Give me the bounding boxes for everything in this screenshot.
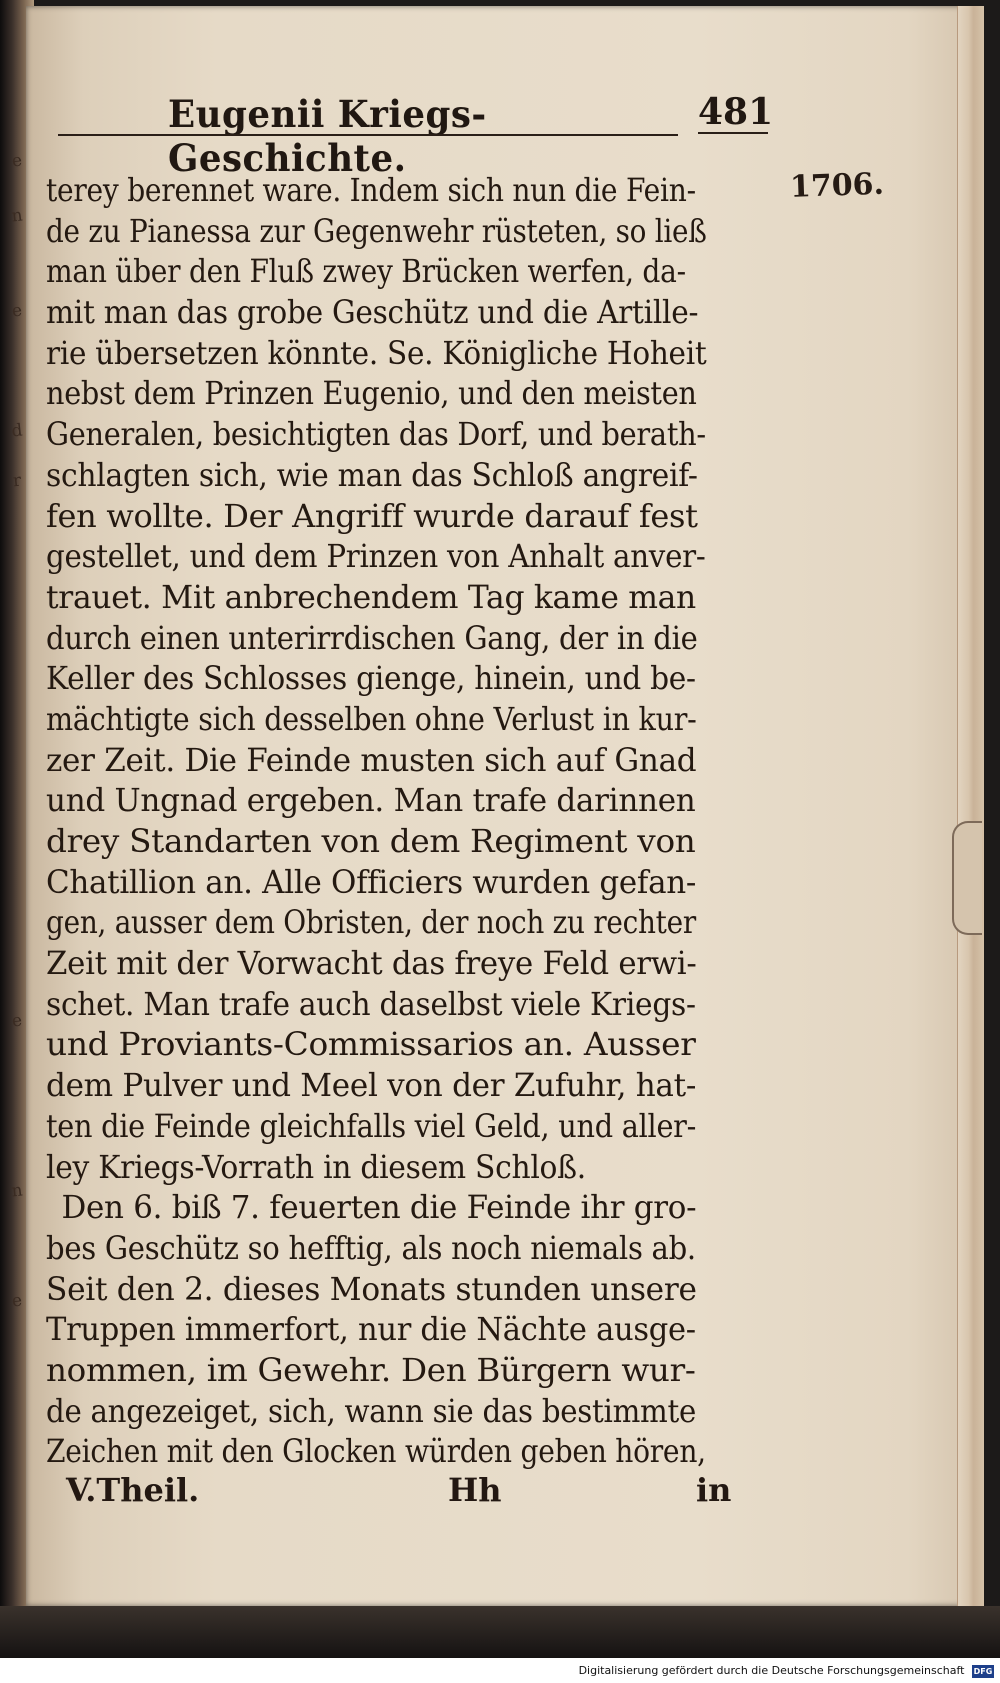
scan-bottom-edge (0, 1606, 1000, 1658)
text-line: fen wollte. Der Angriff wurde darauf fest (46, 496, 698, 535)
page-clip (952, 821, 982, 935)
text-line: nebst dem Prinzen Eugenio, und den meisten (46, 374, 697, 413)
text-line: und Ungnad ergeben. Man trafe darinnen (46, 781, 696, 820)
digitization-credit (0, 1662, 1000, 1680)
margin-year-note: 1706. (789, 166, 885, 205)
text-line: und Proviants-Commissarios an. Ausser (46, 1025, 696, 1064)
head-rule-page-number (698, 132, 768, 134)
page-footer (66, 1468, 746, 1514)
text-line: durch einen unterirrdischen Gang, der in die (46, 618, 698, 657)
page-number: 481 (698, 91, 774, 133)
text-line: dem Pulver und Meel von der Zufuhr, hat- (46, 1066, 697, 1105)
text-line: Generalen, besichtigten das Dorf, und berath- (46, 415, 706, 454)
text-line: de zu Pianessa zur Gegenwehr rüsteten, so ließ (46, 211, 707, 250)
text-line: zer Zeit. Die Feinde musten sich auf Gnad (46, 740, 697, 779)
text-line: nommen, im Gewehr. Den Bürgern wur- (46, 1350, 696, 1389)
running-head-title: Eugenii Kriegs-Geschichte. (168, 92, 487, 180)
text-line: Seit den 2. dieses Monats stunden unsere (46, 1269, 697, 1308)
text-line: bes Geschütz so hefftig, als noch niemals ab. (46, 1228, 696, 1267)
signature-mark: Hh (448, 1471, 502, 1509)
page-fore-edge (957, 6, 984, 1606)
text-line: Zeichen mit den Glocken würden geben hören, (46, 1432, 706, 1471)
credit-text: Digitalisierung gefördert durch die Deutsche Forschungsgemeinschaft (578, 1664, 965, 1677)
text-line: terey berennet ware. Indem sich nun die Fein- (46, 171, 696, 209)
text-line: Zeit mit der Vorwacht das freye Feld erwi- (46, 944, 697, 983)
head-rule (58, 134, 678, 136)
gutter-glyph: e (10, 150, 24, 172)
text-line: de angezeiget, sich, wann sie das bestimmte (46, 1391, 697, 1430)
gutter-glyph: n (10, 205, 24, 227)
text-line: drey Standarten von dem Regiment von (46, 822, 696, 860)
text-line: schlagten sich, wie man das Schloß angreif- (46, 455, 698, 494)
gutter-glyph: r (11, 470, 23, 492)
text-line: mächtigte sich desselben ohne Verlust in kur- (46, 699, 697, 738)
text-line: Den 6. biß 7. feuerten die Feinde ihr gro- (61, 1188, 697, 1227)
text-line: gestellet, und dem Prinzen von Anhalt anver- (46, 537, 706, 576)
dfg-logo: DFG (973, 1666, 993, 1676)
text-line: ten die Feinde gleichfalls viel Geld, und aller- (46, 1106, 697, 1145)
text-line: schet. Man trafe auch daselbst viele Kriegs- (46, 984, 696, 1023)
text-line: ley Kriegs-Vorrath in diesem Schloß. (46, 1147, 586, 1186)
text-line: Truppen immerfort, nur die Nächte ausge- (46, 1310, 696, 1349)
text-line: man über den Fluß zwey Brücken werfen, da- (46, 252, 686, 291)
text-line: Chatillion an. Alle Officiers wurden gefan- (46, 862, 697, 901)
body-text (46, 170, 762, 1472)
gutter-glyph: e (10, 300, 24, 322)
gutter-glyph: e (10, 1010, 24, 1032)
gutter-glyph: e (10, 1290, 24, 1312)
signature-line: V.Theil. (66, 1471, 200, 1509)
text-line: trauet. Mit anbrechendem Tag kame man (46, 577, 696, 616)
text-line: Keller des Schlosses gienge, hinein, und be- (46, 659, 696, 698)
gutter-glyph: d (10, 420, 24, 442)
text-line: gen, ausser dem Obristen, der noch zu rechter (46, 903, 696, 942)
gutter-glyph: n (10, 1180, 24, 1202)
running-head (58, 91, 774, 180)
text-line: rie übersetzen könnte. Se. Königliche Hoheit (46, 333, 707, 372)
text-line: mit man das grobe Geschütz und die Artille- (46, 293, 699, 332)
catchword: in (696, 1471, 732, 1509)
